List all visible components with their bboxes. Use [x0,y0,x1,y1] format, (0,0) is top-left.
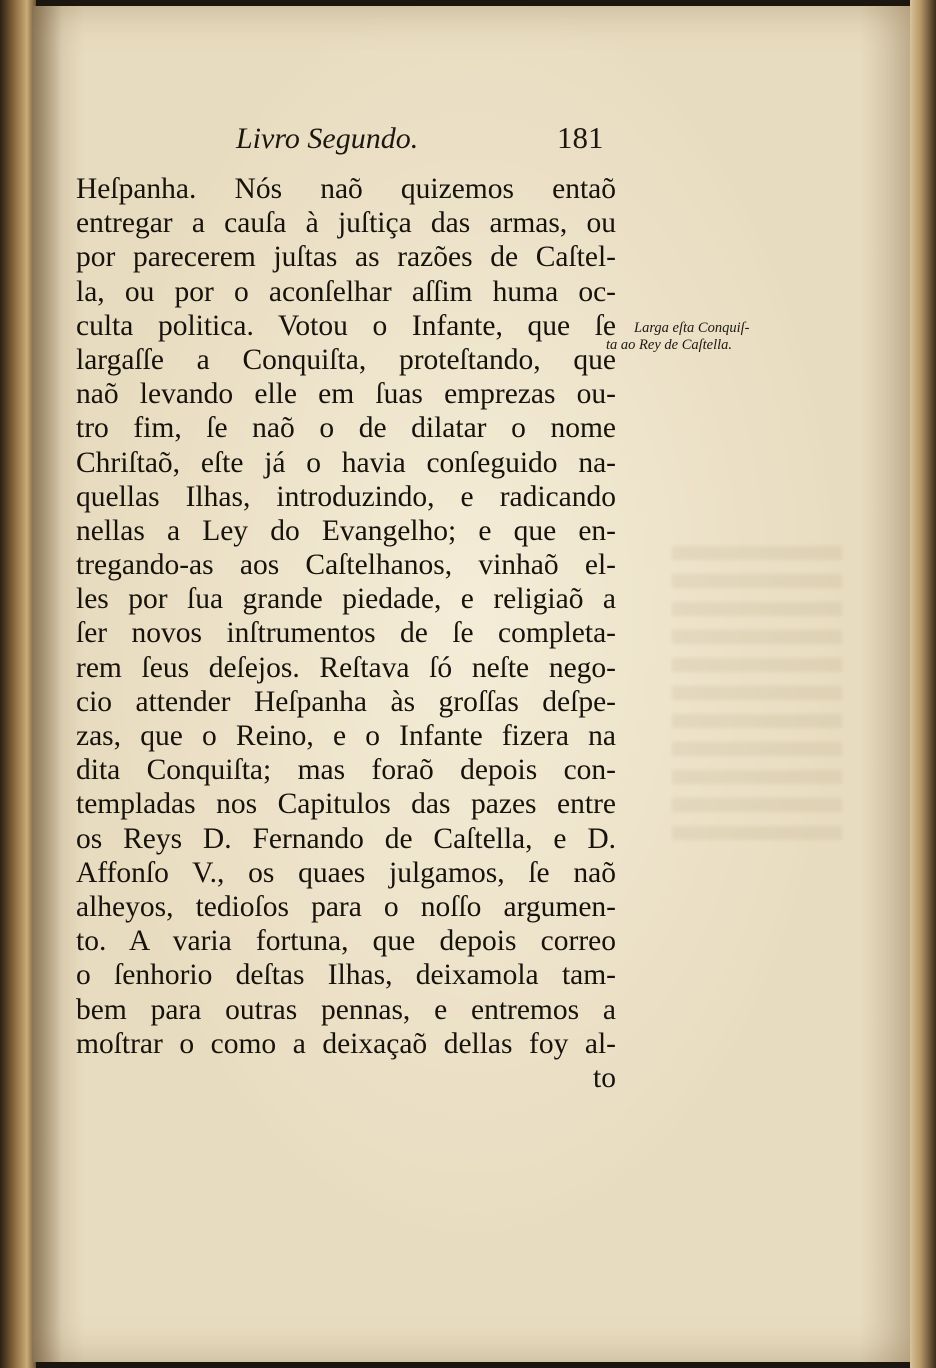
text-line: por parecerem juſtas as razões de Caſtel- [76,241,616,274]
text-line: la, ou por o aconſelhar aſſim huma oc- [76,275,616,308]
text-line: culta politica. Votou o Infante, que ſe [76,309,616,342]
text-line: moſtrar o como a deixaçaõ dellas foy al- [76,1027,616,1060]
text-line: bem para outras pennas, e entremos a [76,993,616,1026]
gutter-shadow [32,6,62,1362]
text-line: tro fim, ſe naõ o de dilatar o nome [76,412,616,445]
text-line: largaſſe a Conquiſta, proteſtando, que [76,343,616,376]
marginal-note [606,320,790,354]
text-line: o ſenhorio deſtas Ilhas, deixamola tam- [76,959,616,992]
text-line: quellas Ilhas, introduzindo, e radicando [76,480,616,513]
text-line: entregar a cauſa à juſtiça das armas, ou [76,207,616,240]
text-line: Affonſo V., os quaes julgamos, ſe naõ [76,856,616,889]
text-line: ſer novos inſtrumentos de ſe completa- [76,617,616,650]
catchword: to [593,1061,616,1094]
text-line: dita Conquiſta; mas foraõ depois con- [76,754,616,787]
running-title: Livro Segundo. [236,122,419,155]
text-line: tregando-as aos Caſtelhanos, vinhaõ el- [76,549,616,582]
right-page-edge [910,0,936,1368]
text-line: nellas a Ley do Evangelho; e que en- [76,514,616,547]
text-line: naõ levando elle em ſuas emprezas ou- [76,378,616,411]
body-text [76,172,616,1095]
marginal-note-line: ta ao Rey de Caſtella. [606,337,733,353]
text-line: Heſpanha. Nós naõ quizemos entaõ [76,173,616,205]
text-line: alheyos, tedioſos para o noſſo argumen- [76,890,616,923]
text-line: to. A varia fortuna, que depois correo [76,925,616,958]
text-line: os Reys D. Fernando de Caſtella, e D. [76,822,616,855]
text-line: zas, que o Reino, e o Infante fizera na [76,720,616,752]
text-line: Chriſtaõ, eſte já o havia conſeguido na- [76,446,616,479]
text-line: les por ſua grande piedade, e religiaõ a [76,583,616,616]
left-page-edge [0,0,36,1368]
text-line: templadas nos Capitulos das pazes entre [76,788,616,821]
page-number: 181 [557,120,604,155]
marginal-note-line: Larga eſta Conquiſ- [634,320,750,336]
text-line: rem ſeus deſejos. Reſtava ſó neſte nego- [76,651,616,684]
show-through-text [672,546,842,846]
text-line: cio attender Heſpanha às groſſas deſpe- [76,685,616,718]
